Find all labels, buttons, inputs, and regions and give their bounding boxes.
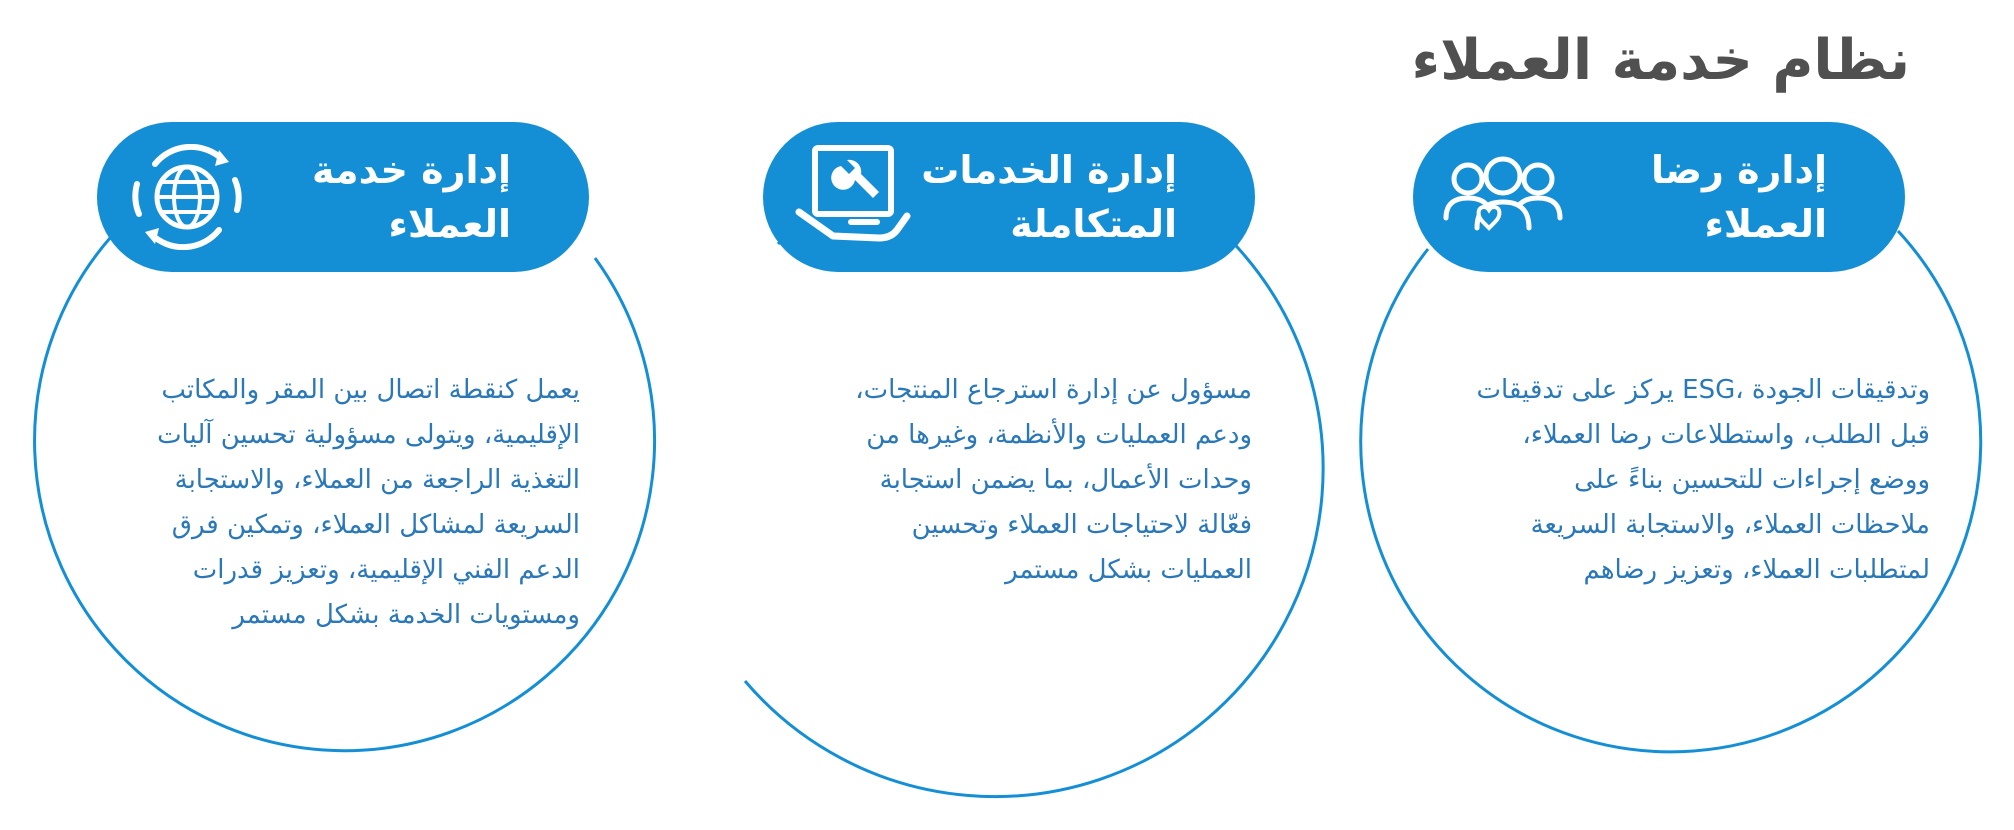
body-line: وحدات الأعمال، بما يضمن استجابة xyxy=(879,465,1252,495)
card-customer-service-body xyxy=(60,368,580,638)
card-title-line2: العملاء xyxy=(1704,202,1827,246)
card-customer-satisfaction-header xyxy=(1413,122,1905,272)
body-line: الإقليمية، ويتولى مسؤولية تحسين آليات xyxy=(157,420,580,450)
card-title-line1: إدارة الخدمات xyxy=(921,148,1177,192)
card-title-line2: العملاء xyxy=(388,202,511,246)
body-line: يعمل كنقطة اتصال بين المقر والمكاتب xyxy=(161,375,580,405)
card-title-line2: المتكاملة xyxy=(1010,202,1177,246)
customer-group-icon xyxy=(1443,144,1563,250)
card-customer-service-header xyxy=(97,122,589,272)
body-line: ووضع إجراءات للتحسين بناءً على xyxy=(1574,465,1930,495)
wrench-hand-icon xyxy=(793,144,913,250)
body-line: قبل الطلب، واستطلاعات رضا العملاء، xyxy=(1522,420,1930,450)
globe-cycle-icon xyxy=(127,144,247,250)
page-title: نظام خدمة العملاء xyxy=(1411,28,1910,93)
card-title-line1: إدارة خدمة xyxy=(312,148,511,192)
card-title-line1: إدارة رضا xyxy=(1651,148,1827,192)
body-line: السريعة لمشاكل العملاء، وتمكين فرق xyxy=(171,510,580,540)
card-integrated-services-body xyxy=(740,368,1252,593)
card-customer-satisfaction-body xyxy=(1400,368,1930,593)
body-line: فعّالة لاحتياجات العملاء وتحسين xyxy=(911,510,1252,540)
body-line: ومستويات الخدمة بشكل مستمر xyxy=(232,600,580,630)
body-line: الدعم الفني الإقليمية، وتعزيز قدرات xyxy=(192,555,580,585)
body-line: ودعم العمليات والأنظمة، وغيرها من xyxy=(866,420,1252,450)
card-integrated-services-title xyxy=(877,122,1177,272)
card-customer-satisfaction-title xyxy=(1597,122,1827,272)
card-customer-service-title xyxy=(281,122,511,272)
body-line: مسؤول عن إدارة استرجاع المنتجات، xyxy=(855,375,1252,405)
card-integrated-services-header xyxy=(763,122,1255,272)
body-line: لمتطلبات العملاء، وتعزيز رضاهم xyxy=(1583,555,1930,585)
body-line: ملاحظات العملاء، والاستجابة السريعة xyxy=(1530,510,1930,540)
body-line: وتدقيقات الجودة ،ESG يركز على تدقيقات xyxy=(1476,375,1930,405)
body-line: التغذية الراجعة من العملاء، والاستجابة xyxy=(174,465,580,495)
body-line: العمليات بشكل مستمر xyxy=(1005,555,1252,585)
